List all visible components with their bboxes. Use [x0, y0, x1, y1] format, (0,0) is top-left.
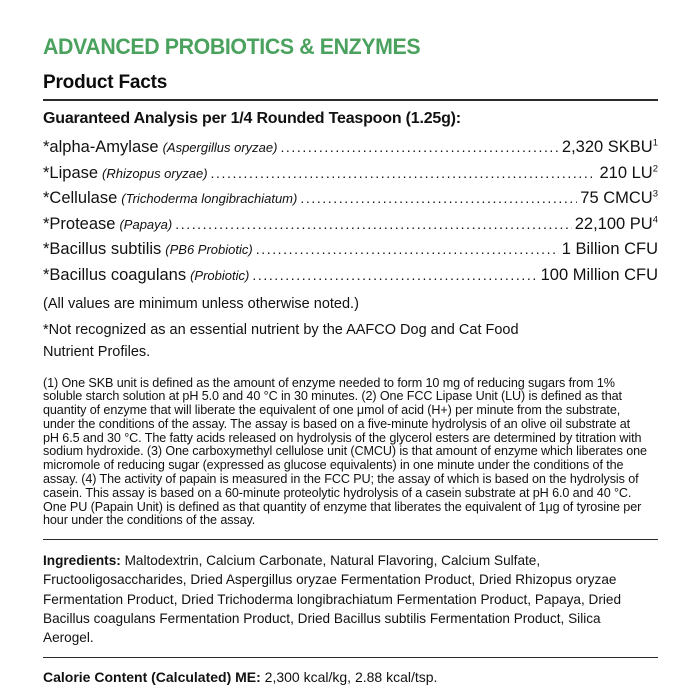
ingredients-label: Ingredients:: [43, 553, 121, 569]
nutrient-value: 22,100 $PU^4$: [574, 214, 658, 233]
minimum-values-note: (All values are minimum unless otherwise noted.): [43, 296, 359, 312]
footnote-ref: 1: [652, 137, 658, 149]
nutrient-name: *Cellulase: [43, 189, 118, 207]
leader-dots: [280, 135, 558, 161]
calorie-content-line: [43, 669, 658, 685]
nutrient-source: (Papaya): [119, 216, 173, 232]
nutrient-value: 2,320 SKBU$^1$: [561, 137, 658, 156]
leader-dots: [175, 212, 572, 238]
product-facts-heading: Product Facts: [43, 72, 168, 93]
divider-above-ingredients: [43, 539, 658, 540]
nutrient-name: *Protease: [43, 214, 116, 233]
product-title: ADVANCED PROBIOTICS & ENZYMES: [43, 34, 421, 59]
divider-under-product-facts: [43, 99, 658, 101]
nutrient-name: *Lipase: [43, 163, 99, 182]
ingredients-paragraph: [43, 551, 643, 647]
analysis-row-lipase: [43, 161, 658, 187]
nutrient-name: *Bacillus coagulans: [43, 265, 187, 284]
footnote-ref: 3: [652, 188, 658, 200]
guaranteed-analysis-heading: Guaranteed Analysis per 1/4 Rounded Teaspoon (1.25g):: [43, 110, 461, 127]
nutrient-value: 210 $LU^2$: [599, 163, 658, 182]
footnote-ref: 2: [652, 163, 658, 174]
calorie-content-value: 2,300 kcal/kg, 2.88 kcal/tsp.: [260, 668, 438, 685]
nutrient-source: (Probiotic): [190, 267, 250, 283]
nutrient-source: (Trichoderma longibrachiatum): [121, 191, 298, 206]
divider-above-calories: [43, 657, 658, 658]
analysis-row-alpha-amylase: [43, 135, 658, 161]
aafco-note: *Not recognized as an essential nutrient by the AAFCO Dog and Cat Food Nutrient Profiles.: [43, 322, 519, 360]
unit-definition-footnotes: (1) One SKB unit is defined as the amount of enzyme needed to form 10 mg of reducing sugars from 1% soluble starch solution at pH 5.0 and 40 °C in 30 minutes. (2) One FCC Lipase Unit (LU) is defined as that quantity of enzyme that will liberate the equivalent of one μmol of acid (H+) per minute from the substrate, under the conditions of the assay. The assay is based on a five-minute hydrolysis of an olive oil substrate at pH 6.5 and 30 °C. The fatty acids released on hydrolysis of the glycerol esters are determined by titration with sodium hydroxide. (3) One carboxymethyl cellulose unit (CMCU) is that amount of enzyme which liberates one micromole of reducing sugar (expressed as glucose equivalents) in one minute under the conditions of the assay. (4) The activity of papain is measured in the FCC PU; the assay of which is based on the hydrolysis of casein. This assay is based on a 60-minute proteolytic hydrolysis of a casein substrate at pH 6.0 and 40 °C. One PU (Papain Unit) is defined as that quantity of enzyme that liberates the equivalent of 1μg of tyrosine per hour under the conditions of the assay.: [43, 375, 647, 528]
analysis-row-bacillus-coagulans: [43, 263, 658, 289]
analysis-row-cellulase: [43, 186, 658, 212]
nutrient-value: 75 CMCU$^3$: [580, 188, 658, 207]
leader-dots: [252, 263, 537, 289]
nutrient-name: *alpha-Amylase: [43, 138, 159, 156]
ingredients-list: Maltodextrin, Calcium Carbonate, Natural Flavoring, Calcium Sulfate, Fructooligosaccharides, Dried Aspergillus oryzae Fermentation Product, Dried Rhizopus oryzae Fermentation Product, Dried Trichoderma longibrachiatum Fermentation Product, Papaya, Dried Bacillus coagulans Fermentation Product, Dried Bacillus subtilis Fermentation Product, Silica Aerogel.: [43, 553, 622, 646]
nutrient-source: (PB6 Probiotic): [165, 242, 253, 257]
leader-dots: [300, 186, 577, 212]
analysis-row-protease: [43, 212, 658, 238]
nutrient-source: (Aspergillus oryzae): [162, 140, 278, 155]
leader-dots: [211, 161, 597, 187]
footnote-ref: 4: [652, 214, 658, 225]
analysis-row-bacillus-subtilis: [43, 237, 658, 263]
calorie-content-label: Calorie Content (Calculated) ME:: [43, 668, 261, 685]
nutrient-name: *Bacillus subtilis: [43, 240, 162, 258]
nutrient-value: 1 Billion CFU: [561, 240, 658, 258]
nutrient-source: (Rhizopus oryzae): [102, 165, 208, 181]
leader-dots: [256, 237, 559, 263]
nutrient-value: 100 Million CFU: [540, 265, 658, 284]
